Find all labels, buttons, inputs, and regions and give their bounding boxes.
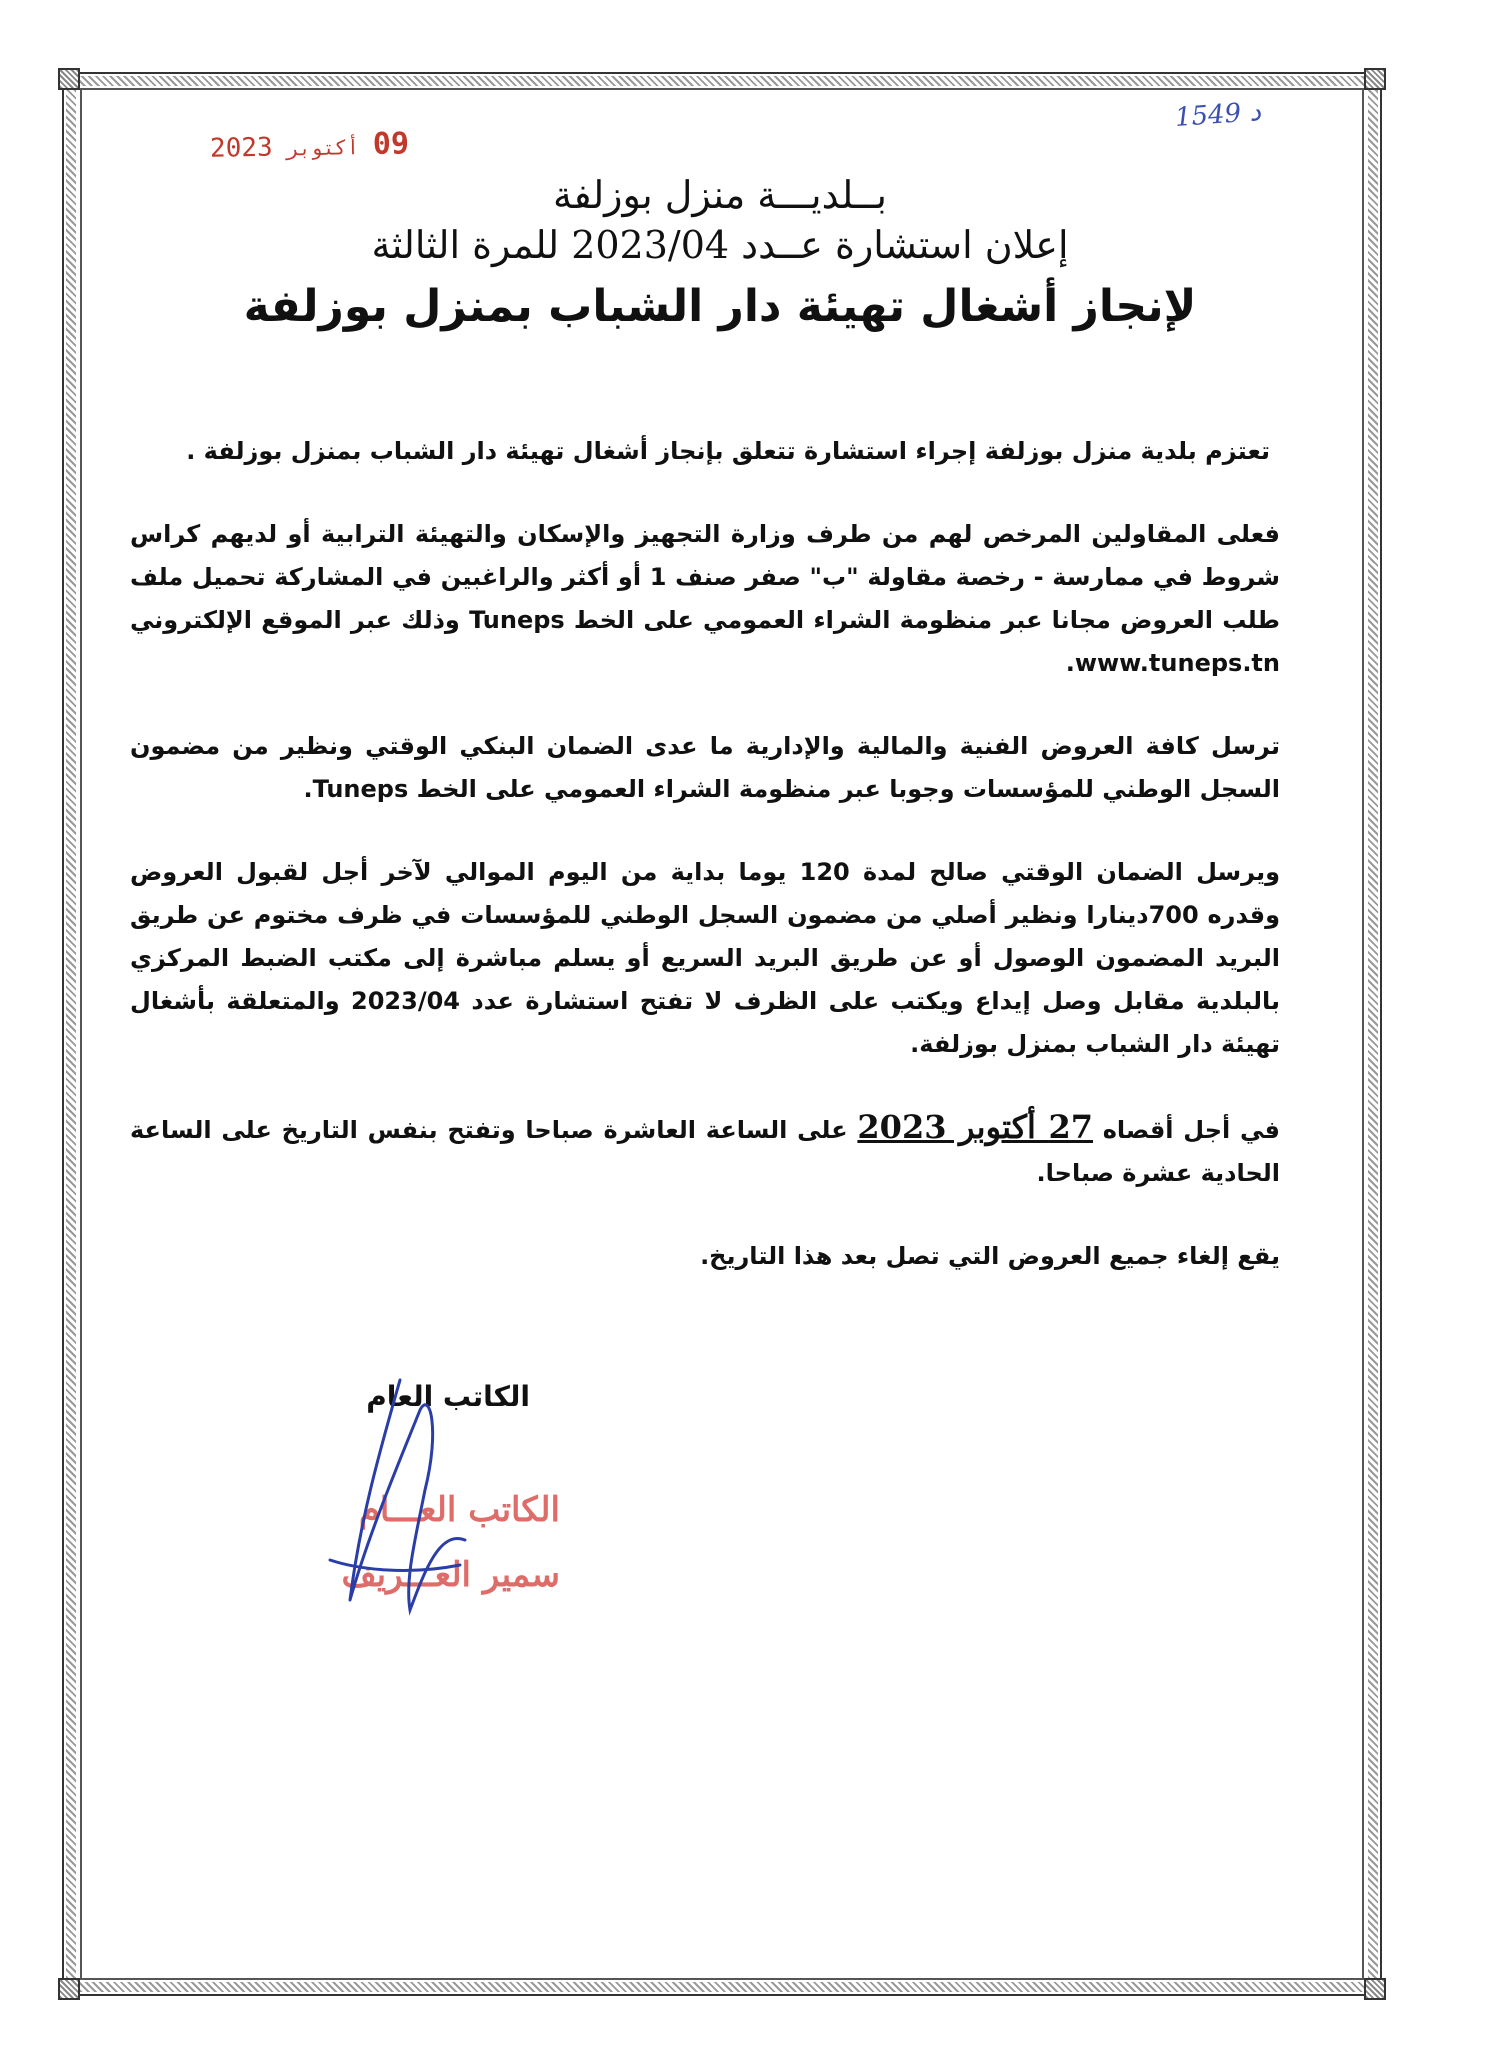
received-date-stamp <box>210 126 410 164</box>
municipality-name: بــلديـــة منزل بوزلفة <box>552 173 887 217</box>
handwritten-signature <box>290 1370 510 1630</box>
seal-name: سمير العـــريف <box>341 1555 560 1595</box>
stamp-year: 2023 <box>209 132 273 164</box>
announcement-subject: لإنجاز أشغال تهيئة دار الشباب بمنزل بوزلفة <box>243 281 1197 332</box>
stamp-day: 09 <box>372 126 410 162</box>
seal-title: الكاتب العـــام <box>358 1490 560 1530</box>
paragraph-cancellation: يقع إلغاء جميع العروض التي تصل بعد هذا التاريخ. <box>700 1242 1280 1270</box>
paragraph-submission: ترسل كافة العروض الفنية والمالية والإدارية ما عدى الضمان البنكي الوقتي ونظير من مضمون السجل الوطني للمؤسسات وجوبا عبر منظومة الشراء العمومي على الخط Tuneps. <box>130 732 1280 803</box>
signatory-title: الكاتب العام <box>366 1380 530 1413</box>
announcement-title: إعلان استشارة عــدد 2023/04 للمرة الثالثة <box>371 223 1069 267</box>
deadline-suffix: على الساعة العاشرة صباحا وتفتح بنفس التاريخ على الساعة الحادية عشرة صباحا. <box>130 1116 1280 1187</box>
corner-ornament-bottom-right <box>1364 1978 1386 2000</box>
paragraph-intro: تعتزم بلدية منزل بوزلفة إجراء استشارة تتعلق بإنجاز أشغال تهيئة دار الشباب بمنزل بوزلفة . <box>186 437 1270 465</box>
corner-ornament-top-left <box>58 68 80 90</box>
stamp-month: أكتوبر <box>286 135 360 161</box>
deadline-date: 27 أكتوبر 2023 <box>857 1108 1093 1146</box>
deadline-prefix: في أجل أقصاه <box>1092 1116 1281 1144</box>
document-body <box>130 430 1280 1318</box>
handwritten-reference-number: 1549 د <box>1174 97 1262 133</box>
corner-ornament-top-right <box>1364 68 1386 90</box>
signature-block <box>250 1380 590 1640</box>
corner-ornament-bottom-left <box>58 1978 80 2000</box>
paragraph-deadline <box>130 1106 1280 1195</box>
paragraph-eligibility: فعلى المقاولين المرخص لهم من طرف وزارة التجهيز والإسكان والتهيئة الترابية أو لديهم كراس شروط في ممارسة - رخصة مقاولة "ب" صفر صنف 1 أو أكثر والراغبين في المشاركة تحميل ملف طلب العروض مجانا عبر منظومة الشراء العمومي على الخط Tuneps وذلك عبر الموقع الإلكتروني www.tuneps.tn. <box>130 520 1281 677</box>
paragraph-guarantee: ويرسل الضمان الوقتي صالح لمدة 120 يوما بداية من اليوم الموالي لآخر أجل لقبول العروض وقدره 700دينارا ونظير أصلي من مضمون السجل الوطني للمؤسسات في ظرف مختوم عن طريق البريد المضمون الوصول أو عن طريق البريد السريع أو يسلم مباشرة إلى مكتب الضبط المركزي بالبلدية مقابل وصل إيداع ويكتب على الظرف لا تفتح استشارة عدد 2023/04 والمتعلقة بأشغال تهيئة دار الشباب بمنزل بوزلفة. <box>130 858 1281 1058</box>
document-header <box>160 170 1280 338</box>
